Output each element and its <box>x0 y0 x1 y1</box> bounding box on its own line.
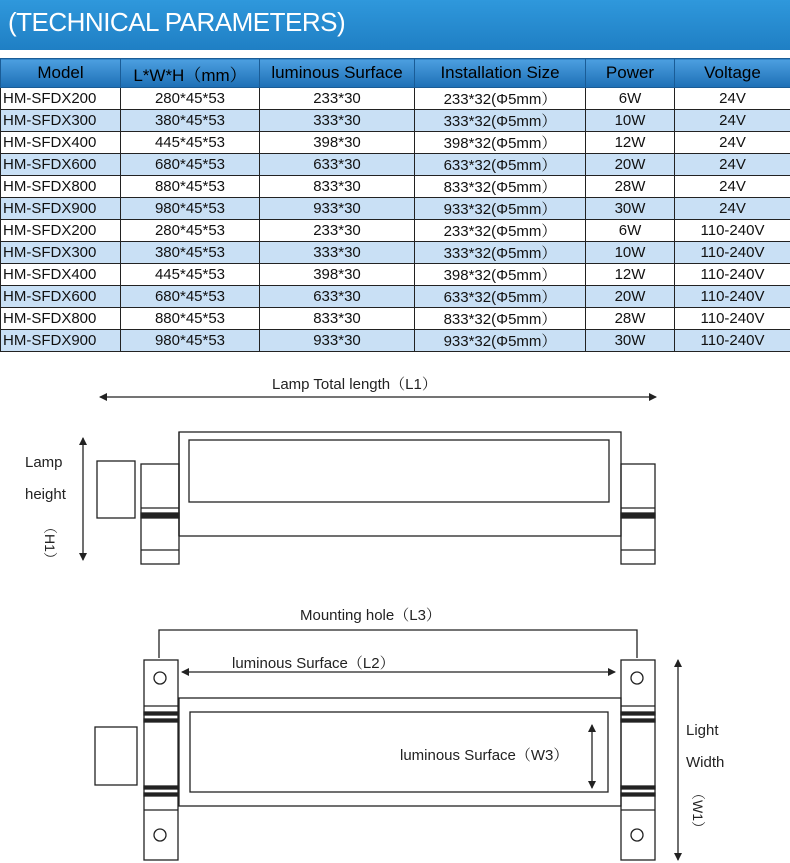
cell-dimensions: 880*45*53 <box>121 308 260 330</box>
table-header-row <box>1 59 790 88</box>
cell-installation-size: 933*32(Φ5mm） <box>415 330 586 352</box>
cell-dimensions: 280*45*53 <box>121 88 260 110</box>
cell-voltage: 24V <box>675 110 790 132</box>
cell-dimensions: 680*45*53 <box>121 286 260 308</box>
cell-power: 30W <box>586 330 675 352</box>
cell-installation-size: 233*32(Φ5mm） <box>415 88 586 110</box>
cell-power: 20W <box>586 154 675 176</box>
cell-power: 28W <box>586 308 675 330</box>
cell-voltage: 24V <box>675 176 790 198</box>
cell-power: 28W <box>586 176 675 198</box>
cell-dimensions: 280*45*53 <box>121 220 260 242</box>
table-row <box>1 330 790 352</box>
cell-voltage: 110-240V <box>675 242 790 264</box>
cell-voltage: 110-240V <box>675 286 790 308</box>
header-banner <box>0 0 790 50</box>
col-header-dimensions: L*W*H（mm） <box>121 59 260 88</box>
cell-installation-size: 633*32(Φ5mm） <box>415 154 586 176</box>
cell-luminous-surface: 333*30 <box>260 110 415 132</box>
cell-dimensions: 880*45*53 <box>121 176 260 198</box>
cell-dimensions: 980*45*53 <box>121 330 260 352</box>
col-header-installation-size: Installation Size <box>415 59 586 88</box>
cell-power: 20W <box>586 286 675 308</box>
page-title: (TECHNICAL PARAMETERS) <box>8 7 346 37</box>
cell-model: HM-SFDX200 <box>1 220 121 242</box>
light-width-code: （W1） <box>690 786 706 835</box>
cell-voltage: 24V <box>675 198 790 220</box>
right-mount-hole-top <box>631 672 643 684</box>
cell-luminous-surface: 333*30 <box>260 242 415 264</box>
table-row <box>1 176 790 198</box>
right-endcap-top <box>621 660 655 860</box>
cell-luminous-surface: 398*30 <box>260 132 415 154</box>
surface-width-label: luminous Surface（W3） <box>400 747 569 764</box>
col-header-model: Model <box>1 59 121 88</box>
table-row <box>1 154 790 176</box>
cell-luminous-surface: 833*30 <box>260 308 415 330</box>
right-mount-hole-bottom <box>631 829 643 841</box>
table-row <box>1 286 790 308</box>
cell-power: 10W <box>586 242 675 264</box>
col-header-luminous-surface: luminous Surface <box>260 59 415 88</box>
table-body <box>1 88 790 352</box>
table-row <box>1 88 790 110</box>
mounting-hole-bracket <box>159 630 637 658</box>
cell-installation-size: 333*32(Φ5mm） <box>415 242 586 264</box>
cell-power: 6W <box>586 220 675 242</box>
cell-model: HM-SFDX300 <box>1 242 121 264</box>
cell-voltage: 110-240V <box>675 330 790 352</box>
cell-voltage: 110-240V <box>675 220 790 242</box>
mounting-hole-label: Mounting hole（L3） <box>300 607 441 624</box>
cell-power: 10W <box>586 110 675 132</box>
col-header-voltage: Voltage <box>675 59 790 88</box>
left-mount-hole-bottom <box>154 829 166 841</box>
cell-model: HM-SFDX900 <box>1 198 121 220</box>
cell-model: HM-SFDX900 <box>1 330 121 352</box>
cell-power: 12W <box>586 132 675 154</box>
total-length-label: Lamp Total length（L1） <box>272 376 437 393</box>
cell-voltage: 110-240V <box>675 264 790 286</box>
cell-dimensions: 380*45*53 <box>121 110 260 132</box>
surface-length-label: luminous Surface（L2） <box>232 655 395 672</box>
lamp-height-label-2: height <box>25 486 66 503</box>
cell-luminous-surface: 933*30 <box>260 330 415 352</box>
cell-model: HM-SFDX800 <box>1 176 121 198</box>
cell-installation-size: 233*32(Φ5mm） <box>415 220 586 242</box>
table-row <box>1 132 790 154</box>
cell-luminous-surface: 633*30 <box>260 154 415 176</box>
cell-model: HM-SFDX400 <box>1 264 121 286</box>
cell-power: 12W <box>586 264 675 286</box>
cell-dimensions: 680*45*53 <box>121 154 260 176</box>
table-row <box>1 264 790 286</box>
cell-installation-size: 933*32(Φ5mm） <box>415 198 586 220</box>
left-mount-hole-top <box>154 672 166 684</box>
table-row <box>1 110 790 132</box>
cell-luminous-surface: 633*30 <box>260 286 415 308</box>
cell-model: HM-SFDX300 <box>1 110 121 132</box>
table-row <box>1 242 790 264</box>
cell-power: 30W <box>586 198 675 220</box>
lamp-height-label-1: Lamp <box>25 454 63 471</box>
connector-knob-top <box>95 727 137 785</box>
connector-knob-side <box>97 461 135 518</box>
cell-luminous-surface: 833*30 <box>260 176 415 198</box>
cell-installation-size: 398*32(Φ5mm） <box>415 264 586 286</box>
cell-model: HM-SFDX600 <box>1 154 121 176</box>
cell-model: HM-SFDX400 <box>1 132 121 154</box>
lamp-window-side <box>189 440 609 502</box>
left-endcap-top <box>144 660 178 860</box>
table-row <box>1 220 790 242</box>
cell-luminous-surface: 398*30 <box>260 264 415 286</box>
dimension-drawings <box>0 360 790 863</box>
table-row <box>1 198 790 220</box>
cell-dimensions: 380*45*53 <box>121 242 260 264</box>
cell-model: HM-SFDX200 <box>1 88 121 110</box>
table-row <box>1 308 790 330</box>
cell-dimensions: 445*45*53 <box>121 264 260 286</box>
cell-installation-size: 398*32(Φ5mm） <box>415 132 586 154</box>
lamp-body-top <box>179 698 621 806</box>
cell-voltage: 24V <box>675 154 790 176</box>
cell-voltage: 24V <box>675 88 790 110</box>
cell-power: 6W <box>586 88 675 110</box>
cell-model: HM-SFDX600 <box>1 286 121 308</box>
cell-luminous-surface: 933*30 <box>260 198 415 220</box>
cell-dimensions: 445*45*53 <box>121 132 260 154</box>
spec-table <box>0 58 790 352</box>
cell-installation-size: 833*32(Φ5mm） <box>415 308 586 330</box>
cell-installation-size: 333*32(Φ5mm） <box>415 110 586 132</box>
cell-model: HM-SFDX800 <box>1 308 121 330</box>
cell-dimensions: 980*45*53 <box>121 198 260 220</box>
cell-voltage: 24V <box>675 132 790 154</box>
cell-installation-size: 833*32(Φ5mm） <box>415 176 586 198</box>
cell-voltage: 110-240V <box>675 308 790 330</box>
light-width-label-1: Light <box>686 722 719 739</box>
light-width-label-2: Width <box>686 754 725 771</box>
col-header-power: Power <box>586 59 675 88</box>
lamp-window-top <box>190 712 608 792</box>
lamp-body-side <box>179 432 621 536</box>
cell-luminous-surface: 233*30 <box>260 88 415 110</box>
lamp-height-code: （H1） <box>42 520 58 566</box>
cell-luminous-surface: 233*30 <box>260 220 415 242</box>
cell-installation-size: 633*32(Φ5mm） <box>415 286 586 308</box>
